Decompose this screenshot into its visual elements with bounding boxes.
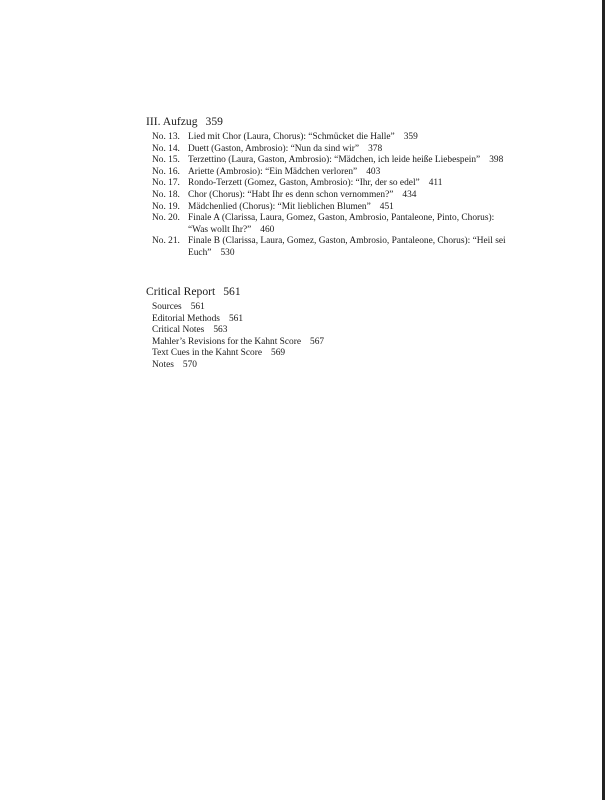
entry-number: No. 17. bbox=[152, 178, 180, 189]
entry-title: Sources bbox=[152, 302, 182, 312]
entry-number: No. 14. bbox=[152, 143, 180, 154]
entry-text-wrap bbox=[188, 155, 516, 167]
toc-entry bbox=[152, 314, 324, 326]
entry-title: Mädchenlied (Chorus): “Mit lieblichen Blumen” bbox=[188, 201, 371, 212]
entry-page: 451 bbox=[379, 201, 394, 212]
entry-page: 570 bbox=[182, 359, 197, 370]
entry-title: Rondo-Terzett (Gomez, Gaston, Ambrosio): “Ihr, der so edel” bbox=[188, 178, 420, 189]
toc-entry bbox=[152, 337, 324, 349]
toc-entry bbox=[152, 190, 516, 202]
toc-entry bbox=[152, 178, 516, 190]
entry-title: Chor (Chorus): “Habt Ihr es denn schon vernommen?” bbox=[188, 189, 394, 200]
toc-entry-list bbox=[152, 132, 516, 260]
entry-text-wrap bbox=[188, 190, 516, 202]
entry-page: 460 bbox=[260, 224, 275, 235]
entry-page: 561 bbox=[190, 302, 205, 312]
entry-number: No. 15. bbox=[152, 155, 180, 166]
entry-page: 563 bbox=[213, 325, 228, 336]
entry-page: 561 bbox=[228, 313, 244, 324]
section-heading-title: III. Aufzug bbox=[146, 115, 198, 128]
entry-title: Mahler’s Revisions for the Kahnt Score bbox=[152, 336, 302, 347]
entry-text-wrap bbox=[188, 132, 516, 144]
entry-page: 403 bbox=[366, 166, 381, 177]
entry-title: Ariette (Ambrosio): “Ein Mädchen verloren” bbox=[188, 166, 358, 177]
entry-title: Finale B (Clarissa, Laura, Gomez, Gaston, Ambrosio, Pantaleone, Chorus): “Heil sei Euch” bbox=[188, 236, 506, 258]
entry-number: No. 20. bbox=[152, 213, 180, 224]
toc-section-act-3 bbox=[146, 115, 516, 260]
toc-entry bbox=[152, 302, 324, 314]
entry-text-wrap bbox=[188, 167, 516, 179]
toc-entry bbox=[152, 360, 324, 372]
entry-text-wrap bbox=[188, 144, 516, 156]
toc-entry bbox=[152, 213, 516, 236]
entry-text-wrap bbox=[188, 213, 516, 236]
toc-entry bbox=[152, 348, 324, 360]
toc-entry bbox=[152, 236, 516, 259]
entry-page: 411 bbox=[428, 178, 443, 189]
entry-title: Critical Notes bbox=[152, 325, 205, 336]
entry-page: 398 bbox=[489, 155, 504, 166]
entry-title: Text Cues in the Kahnt Score bbox=[152, 348, 262, 359]
entry-title: Notes bbox=[152, 359, 174, 370]
entry-page: 567 bbox=[310, 336, 325, 347]
section-heading-title: Critical Report bbox=[146, 285, 216, 298]
entry-title: Editorial Methods bbox=[152, 313, 220, 324]
entry-number: No. 13. bbox=[152, 132, 180, 142]
entry-number: No. 16. bbox=[152, 166, 180, 177]
section-heading bbox=[146, 285, 324, 299]
entry-text-wrap bbox=[188, 236, 516, 259]
entry-title: Lied mit Chor (Laura, Chorus): “Schmücket die Halle” bbox=[188, 132, 395, 142]
entry-title: Duett (Gaston, Ambrosio): “Nun da sind wir” bbox=[188, 143, 360, 154]
entry-number: No. 21. bbox=[152, 236, 180, 247]
entry-number: No. 18. bbox=[152, 189, 180, 200]
entry-number: No. 19. bbox=[152, 201, 180, 212]
toc-entry bbox=[152, 155, 516, 167]
section-heading-page: 359 bbox=[205, 115, 223, 128]
entry-page: 434 bbox=[402, 189, 417, 200]
toc-entry bbox=[152, 325, 324, 337]
entry-page: 378 bbox=[368, 143, 383, 154]
toc-entry-list bbox=[152, 302, 324, 372]
toc-entry bbox=[152, 144, 516, 156]
toc-section-critical-report bbox=[146, 285, 324, 372]
entry-title: Terzettino (Laura, Gaston, Ambrosio): “Mädchen, ich leide heiße Liebespein” bbox=[188, 155, 481, 166]
entry-text-wrap bbox=[188, 202, 516, 214]
section-heading bbox=[146, 115, 516, 129]
section-heading-page: 561 bbox=[223, 285, 241, 298]
entry-text-wrap bbox=[188, 178, 516, 190]
toc-entry bbox=[152, 167, 516, 179]
entry-page: 530 bbox=[220, 247, 235, 258]
entry-page: 359 bbox=[403, 132, 418, 142]
toc-entry bbox=[152, 202, 516, 214]
entry-title: Finale A (Clarissa, Laura, Gomez, Gaston, Ambrosio, Pantaleone, Pinto, Chorus): “Was wollt Ihr?” bbox=[188, 213, 495, 235]
toc-entry bbox=[152, 132, 516, 144]
entry-page: 569 bbox=[271, 348, 286, 359]
